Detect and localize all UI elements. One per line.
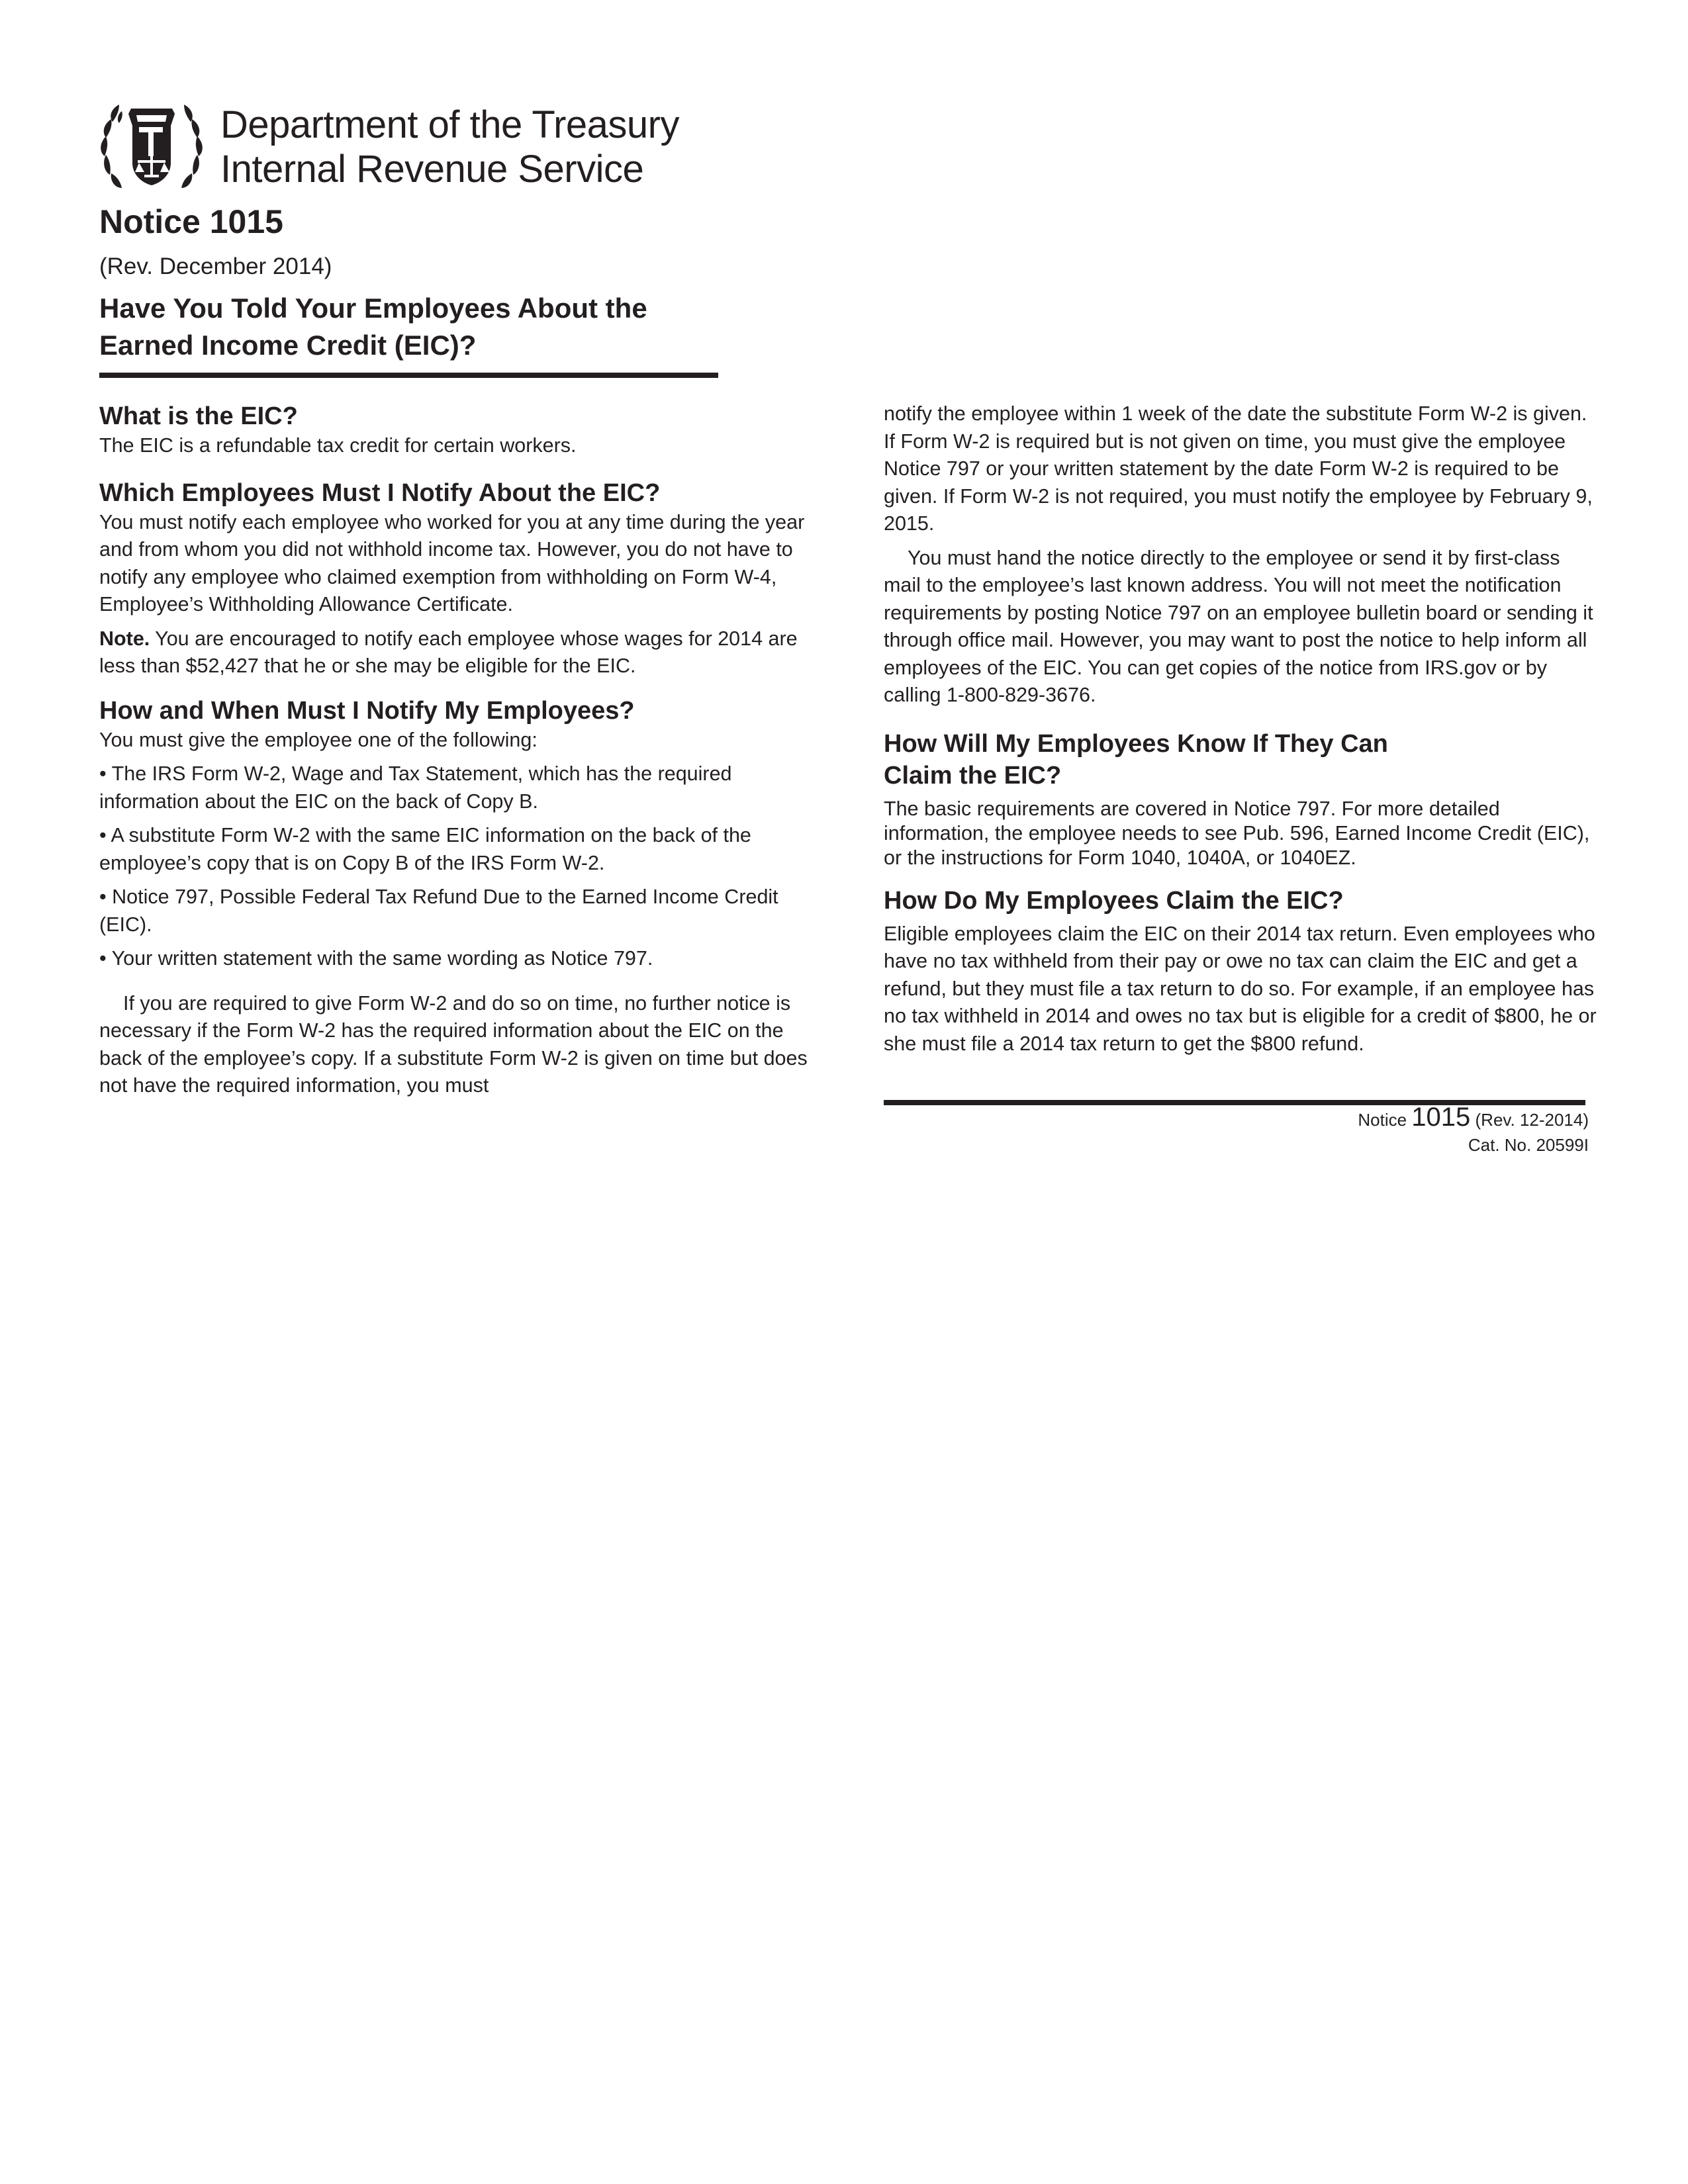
heading-know-line1: How Will My Employees Know If They Can bbox=[884, 729, 1388, 758]
footer-notice-number: 1015 bbox=[1411, 1103, 1471, 1132]
irs-eagle-logo bbox=[99, 99, 204, 189]
para-continued: notify the employee within 1 week of the date the substitute Form W-2 is given. If Form W-2 is required but is not given on time, you must give the employee Notice 797 or your written statement by the date Form W-2 is required to be given. If Form W-2 is not required, you must notify the employee by February 9, 2015. bbox=[884, 402, 1593, 535]
para-what-is-eic: The EIC is a refundable tax credit for certain workers. bbox=[99, 434, 577, 457]
bullet-item: • A substitute Form W-2 with the same EIC information on the back of the employee’s copy that is on Copy B of the IRS Form W-2. bbox=[99, 824, 751, 874]
revision-date: (Rev. December 2014) bbox=[99, 253, 332, 279]
heading-how-will-employees-know bbox=[884, 728, 1599, 792]
para-how-when-notify: You must give the employee one of the following: bbox=[99, 728, 538, 751]
right-column bbox=[884, 400, 1599, 1058]
note-text: You are encouraged to notify each employee whose wages for 2014 are less than $52,427 that he or she may be eligible for the EIC. bbox=[99, 627, 798, 677]
heading-what-is-eic: What is the EIC? bbox=[99, 402, 298, 430]
agency-name-line1: Department of the Treasury bbox=[220, 103, 679, 146]
bullet-item: • Notice 797, Possible Federal Tax Refund Due to the Earned Income Credit (EIC). bbox=[99, 886, 778, 936]
note-label: Note. bbox=[99, 627, 150, 650]
para-claim: Eligible employees claim the EIC on their 2014 tax return. Even employees who have no tax withheld from their pay or owe no tax can claim the EIC and get a refund, but they must file a tax return to do so. For example, if an employee has no tax withheld in 2014 and owes no tax but is eligible for a credit of $800, he or she must file a 2014 tax return to get the $800 refund. bbox=[884, 922, 1597, 1055]
left-column bbox=[99, 400, 821, 1100]
bullet-item: • The IRS Form W-2, Wage and Tax Statement, which has the required information about the EIC on the back of Copy B. bbox=[99, 762, 732, 813]
title-rule bbox=[99, 373, 718, 378]
footer-notice-word: Notice bbox=[1358, 1110, 1412, 1130]
para-which-employees: You must notify each employee who worked for you at any time during the year and from whom you did not withhold income tax. However, you do not have to notify any employee who claimed exemption from withholding on Form W-4, Employee’s Withholding Allowance Certificate. bbox=[99, 510, 805, 615]
main-title-line1: Have You Told Your Employees About the bbox=[99, 293, 647, 324]
footer-notice-id bbox=[1125, 1104, 1589, 1133]
heading-how-when-notify: How and When Must I Notify My Employees? bbox=[99, 696, 635, 725]
note-paragraph bbox=[99, 625, 821, 680]
footer-cat-no: Cat. No. 20599I bbox=[1468, 1135, 1589, 1155]
footer-notice-rev: (Rev. 12-2014) bbox=[1470, 1110, 1589, 1130]
heading-how-claim: How Do My Employees Claim the EIC? bbox=[884, 886, 1344, 915]
notice-title: Notice 1015 bbox=[99, 203, 283, 240]
heading-know-line2: Claim the EIC? bbox=[884, 761, 1062, 790]
bullet-item: • Your written statement with the same wording as Notice 797. bbox=[99, 947, 653, 970]
heading-which-employees: Which Employees Must I Notify About the EIC? bbox=[99, 478, 661, 507]
agency-name-line2: Internal Revenue Service bbox=[220, 148, 644, 191]
para-required-w2: If you are required to give Form W-2 and do so on time, no further notice is necessary if the Form W-2 has the required information about the EIC on the back of the employee’s copy. If a substitute Form W-2 is given on time but does not have the required information, you must bbox=[99, 991, 808, 1097]
para-know: The basic requirements are covered in Notice 797. For more detailed information, the employee needs to see Pub. 596, Earned Income Credit (EIC), or the instructions for Form 1040, 1040A, or 1040EZ. bbox=[884, 797, 1590, 869]
para-hand-notice: You must hand the notice directly to the employee or send it by first-class mail to the employee’s last known address. You will not meet the notification requirements by posting Notice 797 on an employee bulletin board or sending it through office mail. However, you may want to post the notice to help inform all employees of the EIC. You can get copies of the notice from IRS.gov or by calling 1-800-829-3676. bbox=[884, 546, 1593, 706]
main-title-line2: Earned Income Credit (EIC)? bbox=[99, 330, 477, 361]
main-title bbox=[99, 290, 735, 364]
